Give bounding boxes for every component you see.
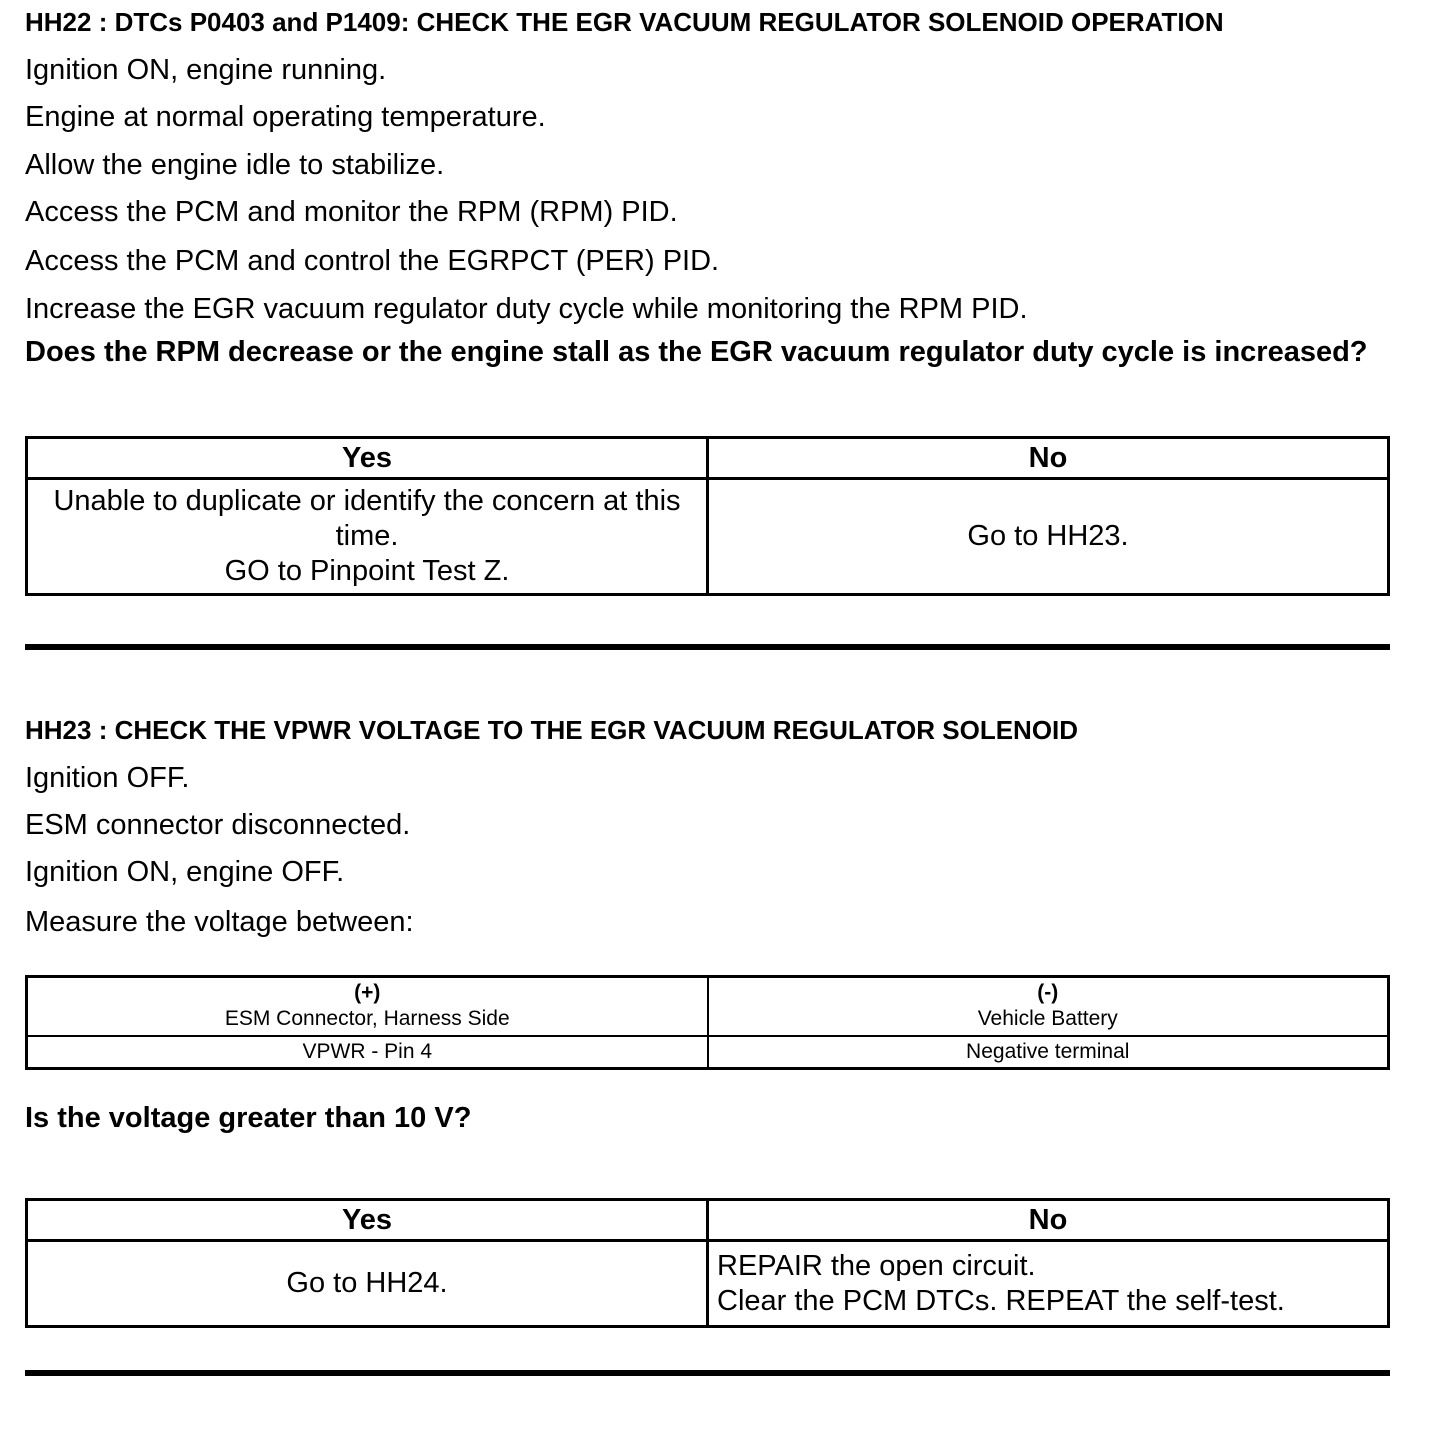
section-hh22 — [25, 8, 1390, 596]
positive-sign: (+) — [354, 981, 381, 1005]
positive-lead-value: VPWR - Pin 4 — [27, 1036, 708, 1069]
hh23-no-action-line-1: REPAIR the open circuit. — [717, 1250, 1036, 1283]
hh22-yes-action-line-1: Unable to duplicate or identify the concern at this time. — [53, 485, 681, 553]
hh22-no-action-cell: Go to HH23. — [708, 479, 1389, 594]
hh23-step-1: Ignition OFF. — [25, 761, 190, 794]
section-divider-1 — [25, 644, 1390, 650]
hh22-step-1: Ignition ON, engine running. — [25, 53, 387, 86]
hh22-yes-column-header: Yes — [27, 437, 708, 479]
hh23-yes-action-cell: Go to HH24. — [27, 1241, 708, 1327]
hh23-decision-table-header-row — [27, 1199, 1389, 1241]
hh22-decision-table-body-row — [27, 479, 1389, 594]
hh22-yes-action-cell — [27, 479, 708, 594]
hh23-heading: HH23 : CHECK THE VPWR VOLTAGE TO THE EGR VACUUM REGULATOR SOLENOID — [25, 714, 1079, 745]
hh23-decision-table — [25, 1198, 1390, 1329]
positive-lead-header — [27, 977, 708, 1036]
hh22-heading: HH22 : DTCs P0403 and P1409: CHECK THE EGR VACUUM REGULATOR SOLENOID OPERATION — [25, 7, 1224, 37]
hh22-step-5: Access the PCM and control the EGRPCT (PER) PID. — [25, 245, 720, 278]
negative-lead-label: Vehicle Battery — [977, 1007, 1118, 1031]
section-divider-2 — [25, 1370, 1390, 1376]
negative-sign: (-) — [1037, 981, 1059, 1005]
hh23-no-column-header: No — [708, 1199, 1389, 1241]
negative-lead-header — [708, 977, 1389, 1036]
hh22-step-3: Allow the engine idle to stabilize. — [25, 148, 445, 181]
hh22-step-6: Increase the EGR vacuum regulator duty cycle while monitoring the RPM PID. — [25, 292, 1028, 325]
measurement-table-header-row — [27, 977, 1389, 1036]
hh23-yes-column-header: Yes — [27, 1199, 708, 1241]
hh23-no-action-cell — [708, 1241, 1389, 1327]
hh23-step-2: ESM connector disconnected. — [25, 809, 411, 842]
hh23-step-3: Ignition ON, engine OFF. — [25, 856, 345, 889]
hh22-step-4: Access the PCM and monitor the RPM (RPM) PID. — [25, 195, 678, 228]
negative-lead-value: Negative terminal — [708, 1036, 1389, 1069]
positive-lead-label: ESM Connector, Harness Side — [224, 1007, 510, 1031]
hh23-measurement-table — [25, 975, 1390, 1070]
hh23-no-action-line-2: Clear the PCM DTCs. REPEAT the self-test. — [717, 1284, 1285, 1317]
hh22-step-2: Engine at normal operating temperature. — [25, 101, 546, 134]
hh23-step-4: Measure the voltage between: — [25, 905, 414, 938]
hh23-decision-question: Is the voltage greater than 10 V? — [25, 1101, 472, 1134]
hh22-decision-table-header-row — [27, 437, 1389, 479]
hh23-decision-table-body-row — [27, 1241, 1389, 1327]
hh22-decision-question: Does the RPM decrease or the engine stall as the EGR vacuum regulator duty cycle is increased? — [25, 335, 1368, 368]
section-hh23 — [25, 716, 1390, 1329]
hh22-decision-table — [25, 436, 1390, 596]
hh22-no-column-header: No — [708, 437, 1389, 479]
measurement-table-value-row — [27, 1036, 1389, 1069]
hh22-yes-action-line-2: GO to Pinpoint Test Z. — [224, 555, 510, 588]
